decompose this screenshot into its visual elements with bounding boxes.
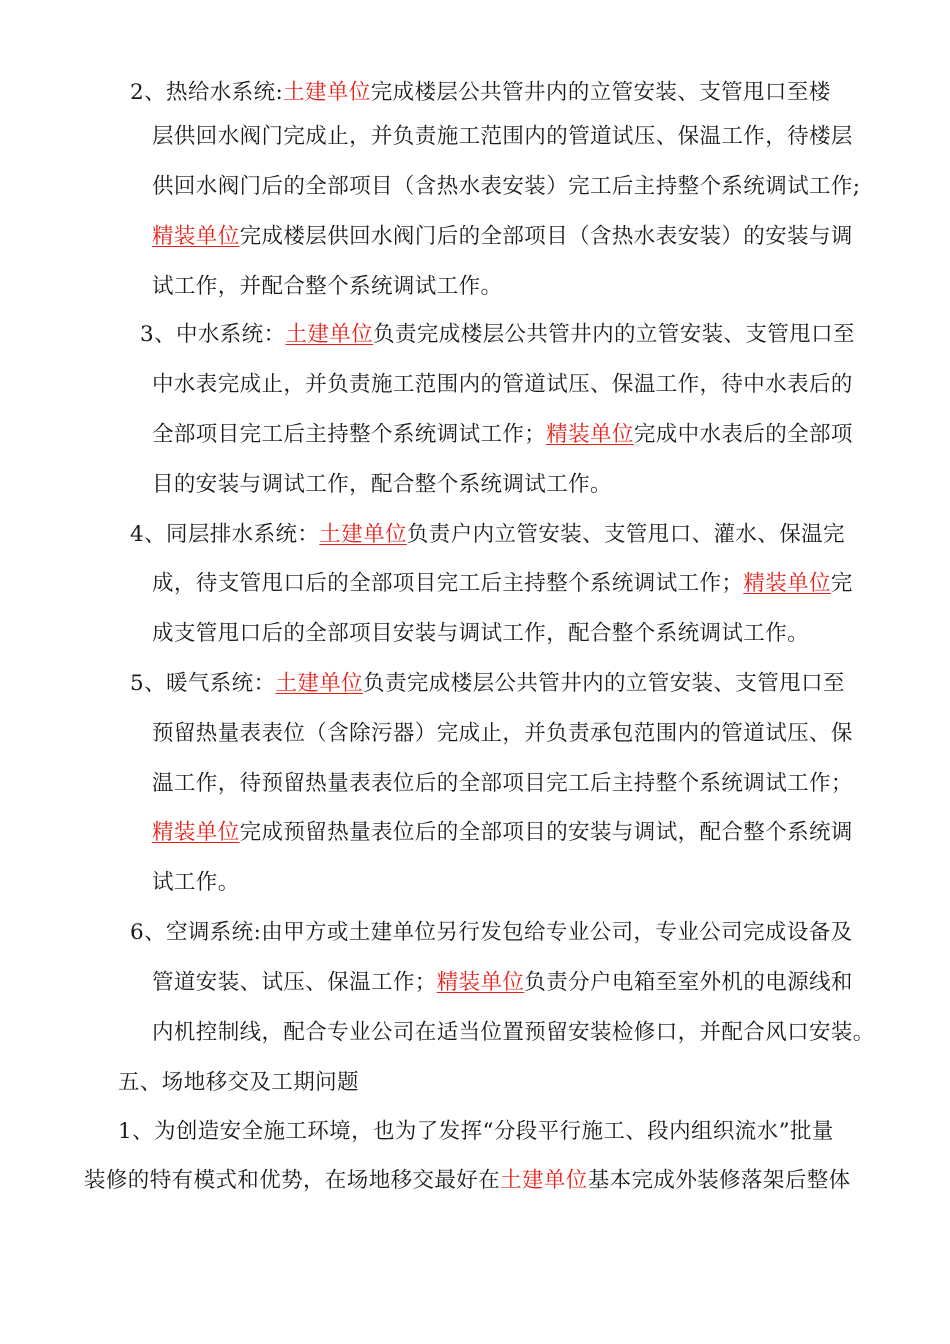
text-run: 2、热给水系统: bbox=[130, 80, 284, 105]
text-line bbox=[118, 1068, 359, 1098]
text-line bbox=[152, 122, 853, 152]
text-run: 目的安装与调试工作，配合整个系统调试工作。 bbox=[152, 472, 612, 497]
text-line bbox=[118, 1117, 834, 1147]
text-line bbox=[152, 619, 809, 649]
text-run: 内机控制线，配合专业公司在适当位置预留安装检修口，并配合风口安装。 bbox=[152, 1020, 875, 1045]
text-line bbox=[84, 1166, 851, 1196]
text-line bbox=[130, 78, 831, 108]
text-line bbox=[152, 272, 502, 302]
text-run: 6、空调系统:由甲方或土建单位另行发包给专业公司，专业公司完成设备及 bbox=[130, 920, 853, 945]
text-line bbox=[152, 370, 853, 400]
text-run: 4、同层排水系统： bbox=[130, 522, 320, 547]
highlighted-term: 精装单位 bbox=[743, 571, 831, 596]
text-line bbox=[152, 818, 853, 848]
highlighted-term: 精装单位 bbox=[546, 422, 634, 447]
text-run: 全部项目完工后主持整个系统调试工作； bbox=[152, 422, 547, 447]
highlighted-term: 土建单位 bbox=[285, 322, 374, 347]
text-run: 试工作。 bbox=[152, 870, 240, 895]
highlighted-term: 土建单位 bbox=[283, 80, 371, 105]
highlighted-term: 土建单位 bbox=[500, 1168, 588, 1193]
text-run: 3、中水系统： bbox=[140, 322, 286, 347]
highlighted-term: 土建单位 bbox=[275, 671, 364, 696]
text-run: 五、场地移交及工期问题 bbox=[118, 1070, 359, 1095]
text-run: 温工作，待预留热量表表位后的全部项目完工后主持整个系统调试工作； bbox=[152, 771, 853, 796]
text-run: 负责完成楼层公共管井内的立管安装、支管甩口至 bbox=[363, 671, 845, 696]
text-line bbox=[152, 569, 853, 599]
text-line bbox=[152, 968, 853, 998]
text-run: 预留热量表表位（含除污器）完成止，并负责承包范围内的管道试压、保 bbox=[152, 721, 853, 746]
text-run: 装修的特有模式和优势，在场地移交最好在 bbox=[84, 1168, 501, 1193]
text-line bbox=[152, 222, 853, 252]
text-line bbox=[130, 520, 845, 550]
text-run: 成支管甩口后的全部项目安装与调试工作，配合整个系统调试工作。 bbox=[152, 621, 810, 646]
text-line bbox=[152, 172, 860, 202]
text-run: 成，待支管甩口后的全部项目完工后主持整个系统调试工作； bbox=[152, 571, 744, 596]
text-line bbox=[152, 868, 240, 898]
text-run: 5、暖气系统： bbox=[130, 671, 276, 696]
text-run: 完成预留热量表位后的全部项目的安装与调试，配合整个系统调 bbox=[239, 820, 853, 845]
highlighted-term: 土建单位 bbox=[319, 522, 407, 547]
text-run: 完成楼层供回水阀门后的全部项目（含热水表安装）的安装与调 bbox=[239, 224, 853, 249]
text-run: 试工作，并配合整个系统调试工作。 bbox=[152, 274, 503, 299]
text-run: 完成楼层公共管井内的立管安装、支管甩口至楼 bbox=[370, 80, 831, 105]
text-run: 1、为创造安全施工环境，也为了发挥“分段平行施工、段内组织流水”批量 bbox=[118, 1119, 834, 1144]
text-line bbox=[152, 420, 853, 450]
highlighted-term: 精装单位 bbox=[152, 224, 240, 249]
text-run: 完成中水表后的全部项 bbox=[633, 422, 853, 447]
text-run: 管道安装、试压、保温工作； bbox=[152, 970, 437, 995]
text-run: 负责户内立管安装、支管甩口、灌水、保温完 bbox=[406, 522, 845, 547]
text-line bbox=[140, 320, 855, 350]
text-line bbox=[152, 769, 853, 799]
text-line bbox=[152, 1018, 875, 1048]
text-line bbox=[130, 918, 853, 948]
text-run: 中水表完成止，并负责施工范围内的管道试压、保温工作，待中水表后的 bbox=[152, 372, 853, 397]
text-line bbox=[130, 669, 845, 699]
text-line bbox=[152, 719, 853, 749]
text-run: 完 bbox=[830, 571, 853, 596]
text-run: 基本完成外装修落架后整体 bbox=[587, 1168, 851, 1193]
text-run: 层供回水阀门完成止，并负责施工范围内的管道试压、保温工作，待楼层 bbox=[152, 124, 853, 149]
highlighted-term: 精装单位 bbox=[436, 970, 525, 995]
text-line bbox=[152, 470, 612, 500]
highlighted-term: 精装单位 bbox=[152, 820, 240, 845]
text-run: 供回水阀门后的全部项目（含热水表安装）完工后主持整个系统调试工作; bbox=[152, 174, 861, 199]
text-run: 负责分户电箱至室外机的电源线和 bbox=[524, 970, 853, 995]
text-run: 负责完成楼层公共管井内的立管安装、支管甩口至 bbox=[373, 322, 855, 347]
